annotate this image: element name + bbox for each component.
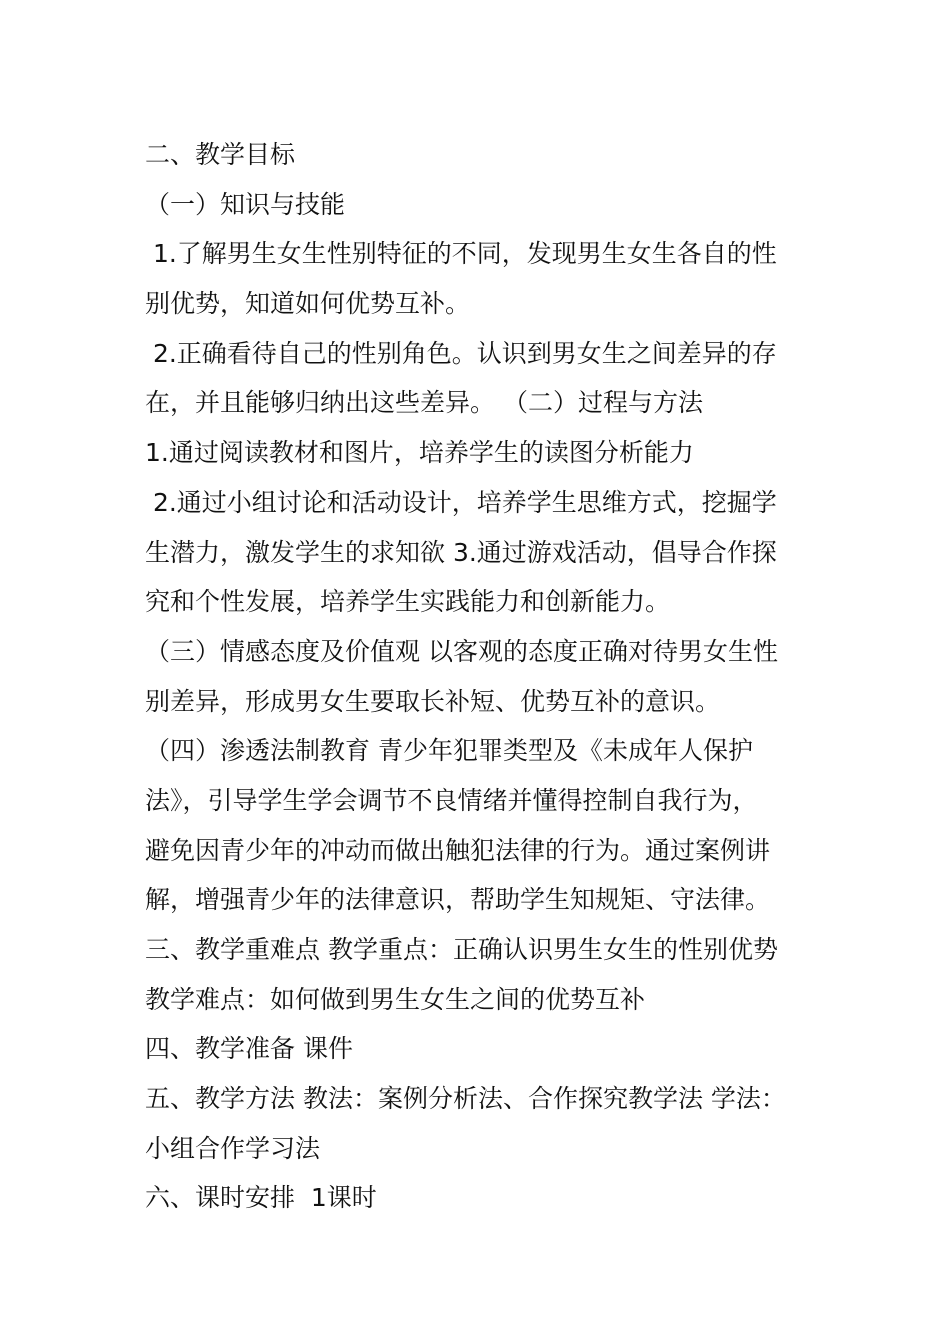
text-line: （三）情感态度及价值观 以客观的态度正确对待男女生性 [145, 636, 778, 666]
section-heading-class-hours: 六、课时安排 1课时 [145, 1183, 377, 1213]
text-line: （四）渗透法制教育 青少年犯罪类型及《未成年人保护 [145, 736, 753, 766]
text-line: 究和个性发展，培养学生实践能力和创新能力。 [145, 587, 671, 617]
document-body [145, 130, 815, 1223]
section-heading-key-difficult-points: 三、教学重难点 教学重点：正确认识男生女生的性别优势 [145, 935, 778, 964]
text-line: 在，并且能够归纳出这些差异。 （二）过程与方法 [145, 388, 703, 418]
text-line: 1.通过阅读教材和图片，培养学生的读图分析能力 [145, 438, 694, 468]
text-line: 避免因青少年的冲动而做出触犯法律的行为。通过案例讲 [145, 835, 771, 865]
text-line: 2.正确看待自己的性别角色。认识到男女生之间差异的存 [145, 338, 777, 368]
text-line: 1.了解男生女生性别特征的不同，发现男生女生各自的性 [145, 239, 777, 269]
text-line: 别优势，知道如何优势互补。 [145, 289, 471, 319]
section-heading-teaching-goals: 二、教学目标 [145, 140, 296, 169]
section-heading-teaching-methods: 五、教学方法 教法：案例分析法、合作探究教学法 学法： [145, 1084, 786, 1114]
section-heading-teaching-preparation: 四、教学准备 课件 [145, 1034, 353, 1064]
text-line: 生潜力，激发学生的求知欲 3.通过游戏活动，倡导合作探 [145, 537, 777, 567]
text-line: 教学难点：如何做到男生女生之间的优势互补 [145, 984, 646, 1014]
text-line: 小组合作学习法 [145, 1133, 321, 1163]
text-line: 解，增强青少年的法律意识，帮助学生知规矩、守法律。 [145, 885, 771, 915]
text-line: 别差异，形成男女生要取长补短、优势互补的意识。 [145, 686, 721, 716]
text-line: 法》，引导学生学会调节不良情绪并懂得控制自我行为， [145, 785, 758, 815]
subsection-heading-knowledge-skills: （一）知识与技能 [145, 189, 346, 219]
text-line: 2.通过小组讨论和活动设计，培养学生思维方式，挖掘学 [145, 487, 777, 517]
